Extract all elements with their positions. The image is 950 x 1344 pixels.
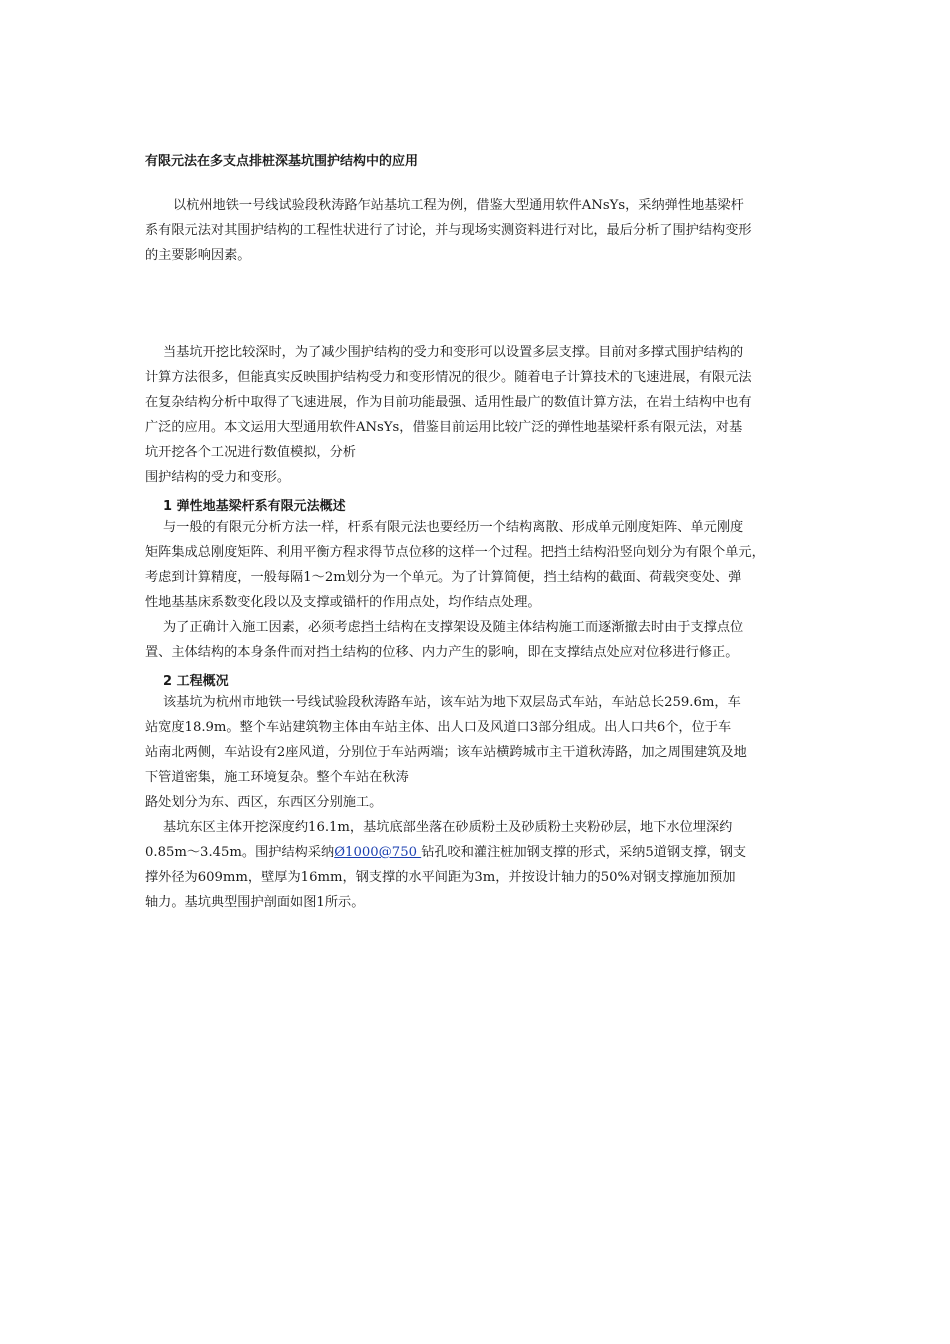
abstract-line: 的主要影响因素。	[145, 248, 251, 263]
section2-line: 下管道密集，施工环境复杂。整个车站在秋涛	[145, 770, 409, 785]
section-heading: 2 工程概况	[163, 674, 229, 689]
section2-line: 基坑东区主体开挖深度约16.1m，基坑底部坐落在砂质粉土及砂质粉土夹粉砂层，地下水位埋深约	[163, 820, 733, 835]
section2-line	[145, 845, 746, 861]
text-run: 钻孔咬和灌注桩加钢支撑的形式，采纳5道钢支撑，钢支	[421, 845, 747, 860]
intro-line: 坑开挖各个工况进行数值模拟，分析	[145, 445, 356, 460]
abstract-line: 系有限元法对其围护结构的工程性状进行了讨论，并与现场实测资料进行对比，最后分析了围护结构变形	[145, 223, 752, 238]
section2-line: 路处划分为东、西区，东西区分别施工。	[145, 795, 383, 810]
section1-line: 性地基基床系数变化段以及支撑或锚杆的作用点处，均作结点处理。	[145, 595, 541, 610]
section2-line: 站宽度18.9m。整个车站建筑物主体由车站主体、出人口及风道口3部分组成。出人口共6个，位于车	[145, 720, 732, 735]
pile-spec-link[interactable]: Ø1000@750	[334, 845, 422, 860]
section2-line: 该基坑为杭州市地铁一号线试验段秋涛路车站，该车站为地下双层岛式车站，车站总长259.6m，车	[163, 695, 741, 710]
intro-line: 在复杂结构分析中取得了飞速进展，作为目前功能最强、适用性最广的数值计算方法，在岩土结构中也有	[145, 395, 752, 410]
section1-line: 为了正确计入施工因素，必须考虑挡土结构在支撑架设及随主体结构施工而逐渐撤去时由于支撑点位	[163, 620, 744, 635]
section1-line: 矩阵集成总刚度矩阵、利用平衡方程求得节点位移的这样一个过程。把挡土结构沿竖向划分为有限个单元，	[145, 545, 765, 560]
section2-line: 轴力。基坑典型围护剖面如图1所示。	[145, 895, 365, 910]
section-heading: 1 弹性地基梁杆系有限元法概述	[163, 499, 346, 514]
text-run: 0.85m～3.45m。围护结构采纳	[145, 845, 335, 860]
section2-line: 撑外径为609mm，壁厚为16mm，钢支撑的水平间距为3m，并按设计轴力的50%对钢支撑施加预加	[145, 870, 736, 885]
section1-line: 置、主体结构的本身条件而对挡土结构的位移、内力产生的影响，即在支撑结点处应对位移进行修正。	[145, 645, 739, 660]
section1-line: 与一般的有限元分析方法一样，杆系有限元法也要经历一个结构离散、形成单元刚度矩阵、单元刚度	[163, 520, 744, 535]
intro-line: 当基坑开挖比较深时，为了减少围护结构的受力和变形可以设置多层支撑。目前对多撑式围护结构的	[163, 345, 744, 360]
abstract-line: 以杭州地铁一号线试验段秋涛路乍站基坑工程为例，借鉴大型通用软件ANsYs，采纳弹性地基梁杆	[173, 198, 744, 213]
section1-line: 考虑到计算精度，一般每隔1～2m划分为一个单元。为了计算简便，挡土结构的截面、荷载突变处、弹	[145, 570, 742, 585]
section2-line: 站南北两侧，车站设有2座风道，分别位于车站两端；该车站横跨城市主干道秋涛路，加之周围建筑及地	[145, 745, 747, 760]
document-title: 有限元法在多支点排桩深基坑围护结构中的应用	[145, 154, 419, 169]
intro-line: 广泛的应用。本文运用大型通用软件ANsYs，借鉴目前运用比较广泛的弹性地基梁杆系有限元法，对基	[145, 420, 743, 435]
intro-line: 围护结构的受力和变形。	[145, 470, 291, 485]
intro-line: 计算方法很多，但能真实反映围护结构受力和变形情况的很少。随着电子计算技术的飞速进展，有限元法	[145, 370, 752, 385]
